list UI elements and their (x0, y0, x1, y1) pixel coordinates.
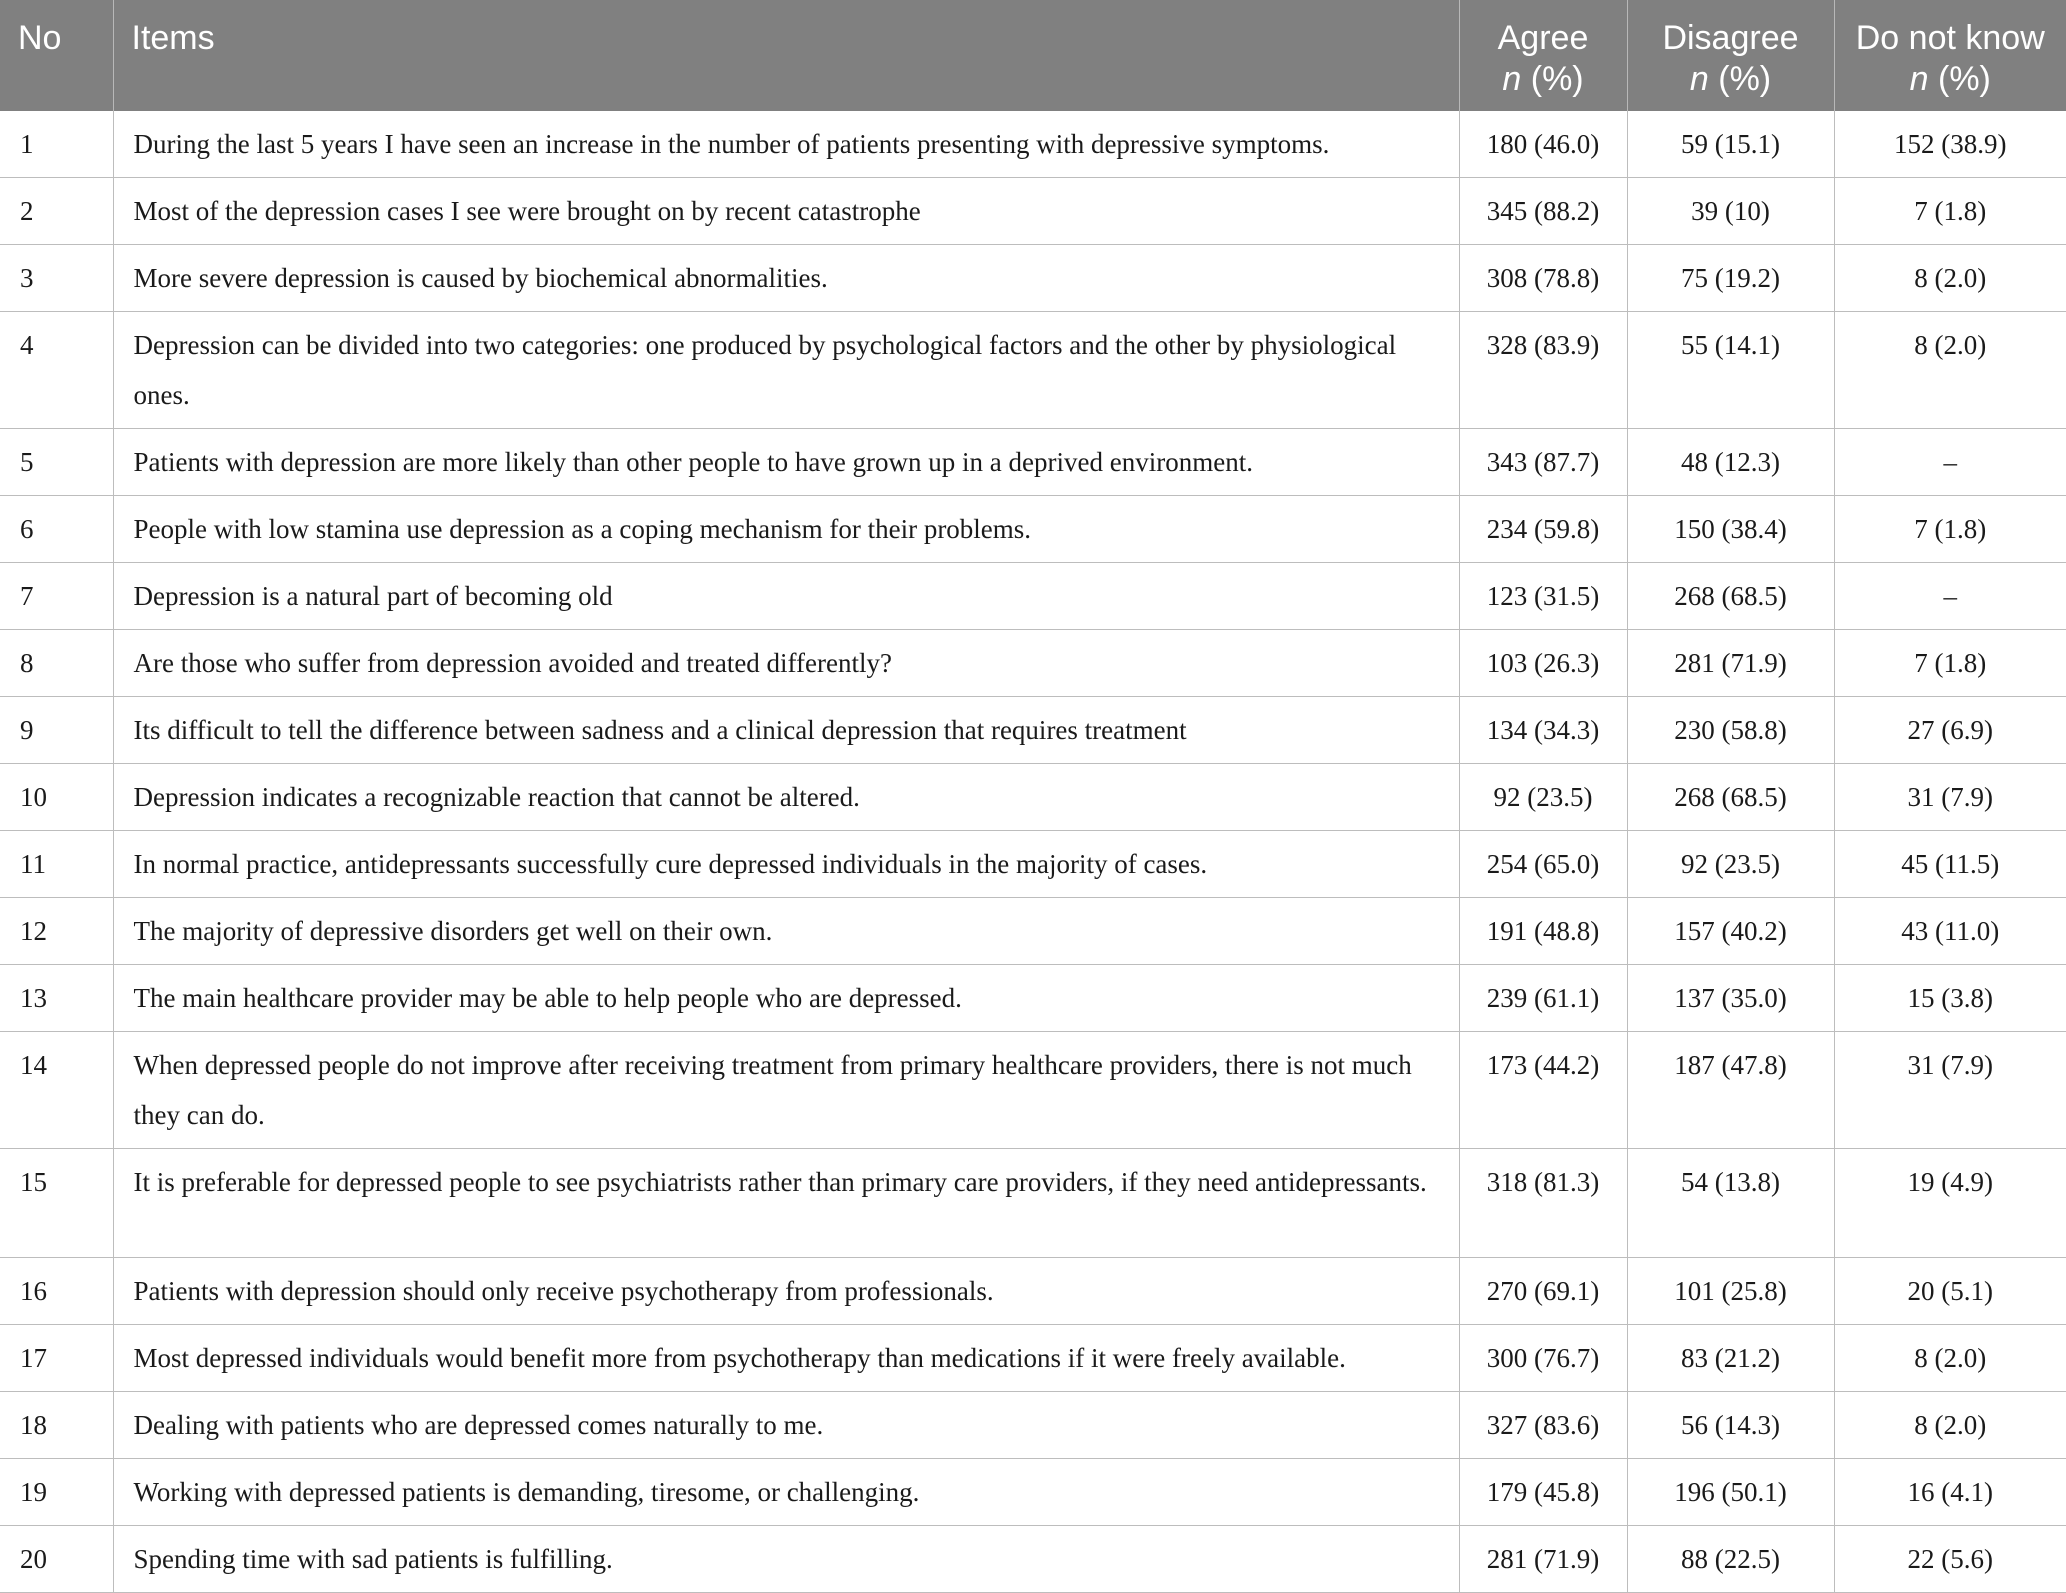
row-disagree-value: 196 (50.1) (1627, 1459, 1834, 1526)
table-row (0, 630, 2066, 697)
row-agree-value: 345 (88.2) (1459, 178, 1627, 245)
row-number: 6 (0, 496, 113, 563)
table-body (0, 111, 2066, 1593)
row-disagree-value: 54 (13.8) (1627, 1149, 1834, 1258)
row-disagree-value: 83 (21.2) (1627, 1325, 1834, 1392)
row-item-text: Working with depressed patients is demanding, tiresome, or challenging. (113, 1459, 1459, 1526)
row-agree-value: 179 (45.8) (1459, 1459, 1627, 1526)
table-row (0, 429, 2066, 496)
header-items: Items (113, 0, 1459, 111)
row-disagree-value: 157 (40.2) (1627, 898, 1834, 965)
table-row (0, 1032, 2066, 1149)
row-number: 17 (0, 1325, 113, 1392)
row-disagree-value: 281 (71.9) (1627, 630, 1834, 697)
row-disagree-value: 56 (14.3) (1627, 1392, 1834, 1459)
row-do-not-know-value: 7 (1.8) (1834, 178, 2066, 245)
row-item-text: Depression indicates a recognizable reaction that cannot be altered. (113, 764, 1459, 831)
row-item-text: In normal practice, antidepressants successfully cure depressed individuals in the majority of cases. (113, 831, 1459, 898)
row-item-text: Dealing with patients who are depressed comes naturally to me. (113, 1392, 1459, 1459)
row-number: 14 (0, 1032, 113, 1149)
table-row (0, 1258, 2066, 1325)
row-do-not-know-value: 19 (4.9) (1834, 1149, 2066, 1258)
row-do-not-know-value: 7 (1.8) (1834, 496, 2066, 563)
row-agree-value: 234 (59.8) (1459, 496, 1627, 563)
row-item-text: The majority of depressive disorders get well on their own. (113, 898, 1459, 965)
row-do-not-know-value: 8 (2.0) (1834, 1325, 2066, 1392)
row-number: 7 (0, 563, 113, 630)
table-row (0, 1392, 2066, 1459)
row-agree-value: 134 (34.3) (1459, 697, 1627, 764)
row-item-text: Depression is a natural part of becoming old (113, 563, 1459, 630)
row-do-not-know-value: – (1834, 429, 2066, 496)
row-disagree-value: 230 (58.8) (1627, 697, 1834, 764)
row-item-text: It is preferable for depressed people to see psychiatrists rather than primary care providers, if they need antidepressants. (113, 1149, 1459, 1258)
header-do-not-know: Do not know n (%) (1834, 0, 2066, 111)
table-row (0, 245, 2066, 312)
row-disagree-value: 268 (68.5) (1627, 764, 1834, 831)
table-row (0, 764, 2066, 831)
row-item-text: Patients with depression should only receive psychotherapy from professionals. (113, 1258, 1459, 1325)
row-item-text: When depressed people do not improve after receiving treatment from primary healthcare providers, there is not much they can do. (113, 1032, 1459, 1149)
row-agree-value: 308 (78.8) (1459, 245, 1627, 312)
row-disagree-value: 75 (19.2) (1627, 245, 1834, 312)
row-number: 16 (0, 1258, 113, 1325)
header-agree: Agree n (%) (1459, 0, 1627, 111)
row-item-text: Its difficult to tell the difference between sadness and a clinical depression that requires treatment (113, 697, 1459, 764)
row-number: 10 (0, 764, 113, 831)
row-number: 15 (0, 1149, 113, 1258)
row-item-text: The main healthcare provider may be able to help people who are depressed. (113, 965, 1459, 1032)
row-agree-value: 327 (83.6) (1459, 1392, 1627, 1459)
row-item-text: People with low stamina use depression as a coping mechanism for their problems. (113, 496, 1459, 563)
row-agree-value: 103 (26.3) (1459, 630, 1627, 697)
table-row (0, 1459, 2066, 1526)
row-agree-value: 318 (81.3) (1459, 1149, 1627, 1258)
row-agree-value: 173 (44.2) (1459, 1032, 1627, 1149)
row-number: 11 (0, 831, 113, 898)
row-agree-value: 328 (83.9) (1459, 312, 1627, 429)
row-number: 5 (0, 429, 113, 496)
table-row (0, 1149, 2066, 1258)
row-do-not-know-value: 31 (7.9) (1834, 764, 2066, 831)
table-row (0, 697, 2066, 764)
row-agree-value: 254 (65.0) (1459, 831, 1627, 898)
row-disagree-value: 137 (35.0) (1627, 965, 1834, 1032)
row-agree-value: 180 (46.0) (1459, 111, 1627, 178)
header-no: No (0, 0, 113, 111)
row-do-not-know-value: 43 (11.0) (1834, 898, 2066, 965)
row-number: 20 (0, 1526, 113, 1593)
table-row (0, 1325, 2066, 1392)
row-do-not-know-value: 8 (2.0) (1834, 1392, 2066, 1459)
row-do-not-know-value: 31 (7.9) (1834, 1032, 2066, 1149)
row-number: 2 (0, 178, 113, 245)
row-do-not-know-value: 15 (3.8) (1834, 965, 2066, 1032)
row-do-not-know-value: 7 (1.8) (1834, 630, 2066, 697)
row-item-text: Patients with depression are more likely than other people to have grown up in a deprived environment. (113, 429, 1459, 496)
header-disagree: Disagree n (%) (1627, 0, 1834, 111)
row-disagree-value: 55 (14.1) (1627, 312, 1834, 429)
row-disagree-value: 268 (68.5) (1627, 563, 1834, 630)
row-item-text: Most of the depression cases I see were brought on by recent catastrophe (113, 178, 1459, 245)
row-number: 3 (0, 245, 113, 312)
row-agree-value: 123 (31.5) (1459, 563, 1627, 630)
row-disagree-value: 39 (10) (1627, 178, 1834, 245)
row-do-not-know-value: 20 (5.1) (1834, 1258, 2066, 1325)
row-item-text: Depression can be divided into two categories: one produced by psychological factors and the other by physiological ones. (113, 312, 1459, 429)
row-do-not-know-value: 45 (11.5) (1834, 831, 2066, 898)
table-row (0, 312, 2066, 429)
row-number: 4 (0, 312, 113, 429)
row-number: 13 (0, 965, 113, 1032)
row-item-text: Are those who suffer from depression avoided and treated differently? (113, 630, 1459, 697)
table-row (0, 563, 2066, 630)
row-disagree-value: 150 (38.4) (1627, 496, 1834, 563)
row-agree-value: 239 (61.1) (1459, 965, 1627, 1032)
row-agree-value: 270 (69.1) (1459, 1258, 1627, 1325)
row-item-text: During the last 5 years I have seen an increase in the number of patients presenting with depressive symptoms. (113, 111, 1459, 178)
row-number: 1 (0, 111, 113, 178)
table-row (0, 178, 2066, 245)
row-do-not-know-value: 27 (6.9) (1834, 697, 2066, 764)
row-disagree-value: 92 (23.5) (1627, 831, 1834, 898)
table-row (0, 965, 2066, 1032)
row-do-not-know-value: 22 (5.6) (1834, 1526, 2066, 1593)
row-number: 12 (0, 898, 113, 965)
row-disagree-value: 48 (12.3) (1627, 429, 1834, 496)
table-row (0, 1526, 2066, 1593)
row-agree-value: 300 (76.7) (1459, 1325, 1627, 1392)
row-do-not-know-value: – (1834, 563, 2066, 630)
row-number: 9 (0, 697, 113, 764)
row-number: 19 (0, 1459, 113, 1526)
row-disagree-value: 101 (25.8) (1627, 1258, 1834, 1325)
row-item-text: More severe depression is caused by biochemical abnormalities. (113, 245, 1459, 312)
header-row (0, 0, 2066, 111)
row-number: 18 (0, 1392, 113, 1459)
table-row (0, 831, 2066, 898)
table-row (0, 111, 2066, 178)
row-do-not-know-value: 152 (38.9) (1834, 111, 2066, 178)
row-disagree-value: 59 (15.1) (1627, 111, 1834, 178)
row-do-not-know-value: 16 (4.1) (1834, 1459, 2066, 1526)
row-disagree-value: 187 (47.8) (1627, 1032, 1834, 1149)
row-number: 8 (0, 630, 113, 697)
row-do-not-know-value: 8 (2.0) (1834, 312, 2066, 429)
row-agree-value: 281 (71.9) (1459, 1526, 1627, 1593)
row-agree-value: 343 (87.7) (1459, 429, 1627, 496)
row-agree-value: 92 (23.5) (1459, 764, 1627, 831)
table-row (0, 898, 2066, 965)
row-agree-value: 191 (48.8) (1459, 898, 1627, 965)
row-item-text: Most depressed individuals would benefit more from psychotherapy than medications if it were freely available. (113, 1325, 1459, 1392)
row-do-not-know-value: 8 (2.0) (1834, 245, 2066, 312)
table-row (0, 496, 2066, 563)
row-disagree-value: 88 (22.5) (1627, 1526, 1834, 1593)
row-item-text: Spending time with sad patients is fulfilling. (113, 1526, 1459, 1593)
